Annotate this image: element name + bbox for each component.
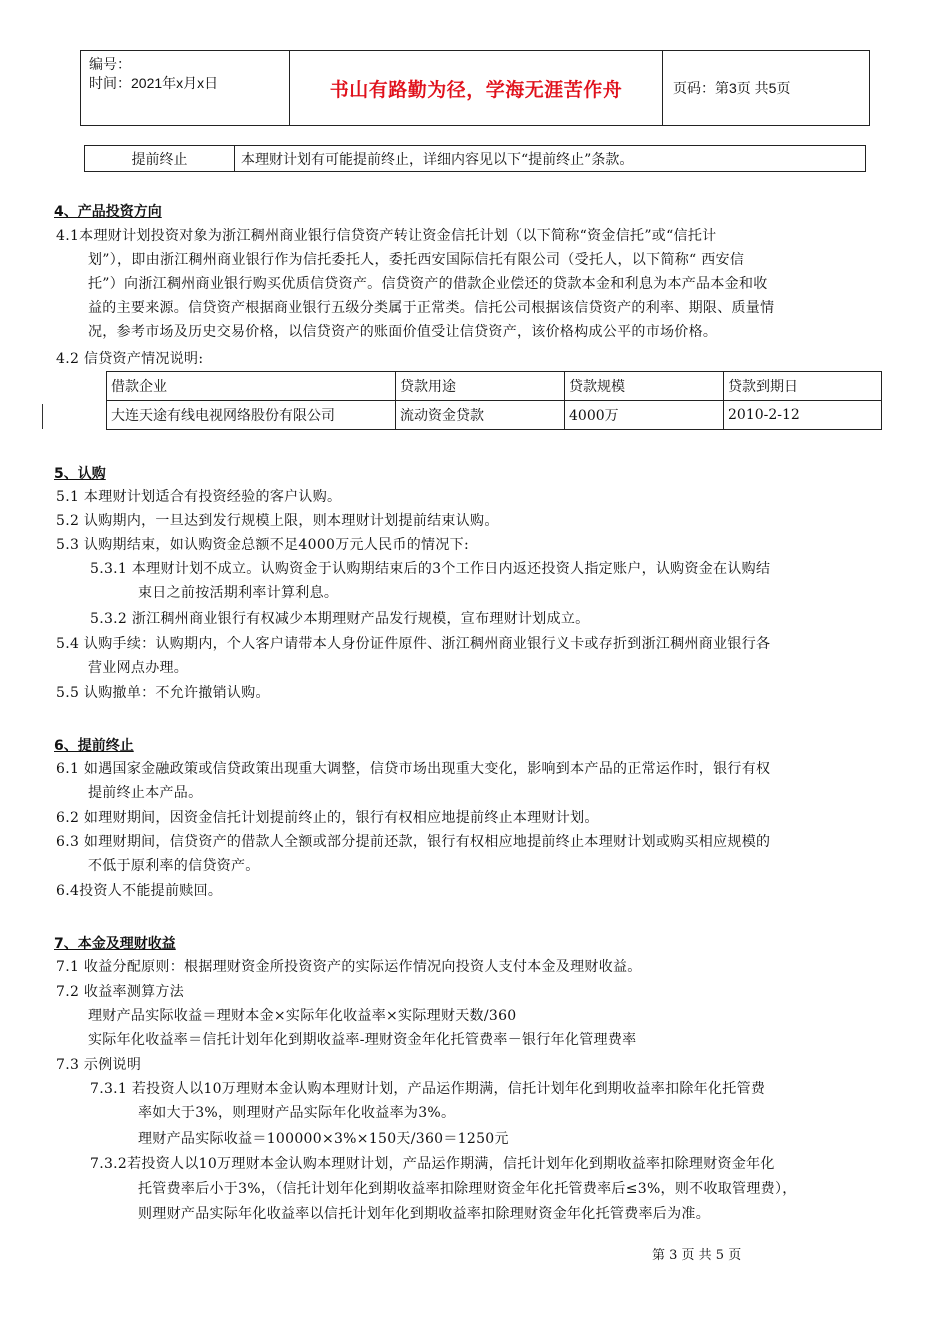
header-info-cell xyxy=(81,51,290,126)
table-cell: 4000万 xyxy=(565,401,724,430)
paragraph-line: 提前终止本产品。 xyxy=(88,785,203,801)
paragraph-line: 7.1 收益分配原则：根据理财资金所投资资产的实际运作情况向投资人支付本金及理财收益。 xyxy=(56,959,642,975)
paragraph-line: 益的主要来源。信贷资产根据商业银行五级分类属于正常类。信托公司根据该信贷资产的利率、期限、质量情 xyxy=(88,300,775,316)
formula-line: 理财产品实际收益＝理财本金×实际年化收益率×实际理财天数/360 xyxy=(88,1008,517,1024)
paragraph-line: 4.1本理财计划投资对象为浙江稠州商业银行信贷资产转让资金信托计划（以下简称“资金信托”或“信托计 xyxy=(56,228,717,244)
table-cell: 大连天途有线电视网络股份有限公司 xyxy=(107,401,396,430)
paragraph-line: 则理财产品实际年化收益率以信托计划年化到期收益率扣除理财资金年化托管费率后为准。 xyxy=(138,1206,710,1222)
paragraph-line: 7.3 示例说明 xyxy=(56,1057,142,1073)
paragraph-line: 5.3.2 浙江稠州商业银行有权减少本期理财产品发行规模，宣布理财计划成立。 xyxy=(90,611,590,627)
table-header-cell: 贷款用途 xyxy=(396,372,565,401)
paragraph-line: 7.3.1 若投资人以10万理财本金认购本理财计划，产品运作期满，信托计划年化到期收益率扣除年化托管费 xyxy=(90,1081,766,1097)
paragraph-line: 6.1 如遇国家金融政策或信贷政策出现重大调整，信贷市场出现重大变化，影响到本产品的正常运作时，银行有权 xyxy=(56,761,771,777)
paragraph-line: 5.2 认购期内，一旦达到发行规模上限，则本理财计划提前结束认购。 xyxy=(56,513,499,529)
early-termination-text: 本理财计划有可能提前终止，详细内容见以下“提前终止”条款。 xyxy=(235,146,866,172)
paragraph-line: 率如大于3%，则理财产品实际年化收益率为3%。 xyxy=(138,1105,456,1121)
paragraph-line: 6.2 如理财期间，因资金信托计划提前终止的，银行有权相应地提前终止本理财计划。 xyxy=(56,810,599,826)
paragraph-line: 6.4投资人不能提前赎回。 xyxy=(56,883,223,899)
table-cell: 流动资金贷款 xyxy=(396,401,565,430)
section-5-title: 5、认购 xyxy=(54,466,106,482)
paragraph-line: 7.3.2若投资人以10万理财本金认购本理财计划，产品运作期满，信托计划年化到期收益率扣除理财资金年化 xyxy=(90,1156,775,1172)
paragraph-line: 托管费率后小于3%，（信托计划年化到期收益率扣除理财资金年化托管费率后≤3%，则不收取管理费）， xyxy=(138,1181,797,1197)
paragraph-line: 4.2 信贷资产情况说明: xyxy=(56,351,204,367)
formula-line: 实际年化收益率＝信托计划年化到期收益率-理财资金年化托管费率－银行年化管理费率 xyxy=(88,1032,637,1048)
paragraph-line: 营业网点办理。 xyxy=(88,660,189,676)
formula-line: 理财产品实际收益＝100000×3%×150天/360＝1250元 xyxy=(138,1131,509,1147)
section-6-title: 6、提前终止 xyxy=(54,738,134,754)
paragraph-line: 7.2 收益率测算方法 xyxy=(56,984,185,1000)
early-termination-row-table xyxy=(84,145,866,172)
header-page-info: 页码：第3页 共5页 xyxy=(663,51,870,126)
header-motto: 书山有路勤为径，学海无涯苦作舟 xyxy=(290,51,663,126)
document-time-label: 时间：2021年x月x日 xyxy=(89,75,219,91)
paragraph-line: 不低于原利率的信贷资产。 xyxy=(88,858,260,874)
table-header-row xyxy=(107,372,882,401)
paragraph-line: 况，参考市场及历史交易价格，以信贷资产的账面价值受让信贷资产，该价格构成公平的市场价格。 xyxy=(88,324,718,340)
paragraph-line: 5.3 认购期结束，如认购资金总额不足4000万元人民币的情况下: xyxy=(56,537,469,553)
page-header xyxy=(80,50,870,126)
section-7-title: 7、本金及理财收益 xyxy=(54,936,176,952)
paragraph-line: 5.1 本理财计划适合有投资经验的客户认购。 xyxy=(56,489,342,505)
loan-asset-table xyxy=(106,371,882,430)
paragraph-line: 5.4 认购手续：认购期内，个人客户请带本人身份证件原件、浙江稠州商业银行义卡或存折到浙江稠州商业银行各 xyxy=(56,636,771,652)
early-termination-label: 提前终止 xyxy=(85,146,235,172)
paragraph-line: 束日之前按活期利率计算利息。 xyxy=(138,585,339,601)
paragraph-line: 划”），即由浙江稠州商业银行作为信托委托人，委托西安国际信托有限公司（受托人，以下简称“ 西安信 xyxy=(88,252,745,268)
paragraph-line: 托”）向浙江稠州商业银行购买优质信贷资产。信贷资产的借款企业偿还的贷款本金和利息为本产品本金和收 xyxy=(88,276,768,292)
paragraph-line: 5.3.1 本理财计划不成立。认购资金于认购期结束后的3个工作日内返还投资人指定账户，认购资金在认购结 xyxy=(90,561,771,577)
table-row xyxy=(107,401,882,430)
table-header-cell: 借款企业 xyxy=(107,372,396,401)
table-header-cell: 贷款规模 xyxy=(565,372,724,401)
paragraph-line: 6.3 如理财期间，信贷资产的借款人全额或部分提前还款，银行有权相应地提前终止本理财计划或购买相应规模的 xyxy=(56,834,771,850)
page-footer: 第 3 页 共 5 页 xyxy=(652,1248,742,1263)
paragraph-line: 5.5 认购撤单：不允许撤销认购。 xyxy=(56,685,270,701)
document-number-label: 编号： xyxy=(89,56,131,72)
table-cell: 2010-2-12 xyxy=(724,401,882,430)
table-header-cell: 贷款到期日 xyxy=(724,372,882,401)
text-cursor xyxy=(42,404,43,429)
section-4-title: 4、产品投资方向 xyxy=(54,204,162,220)
